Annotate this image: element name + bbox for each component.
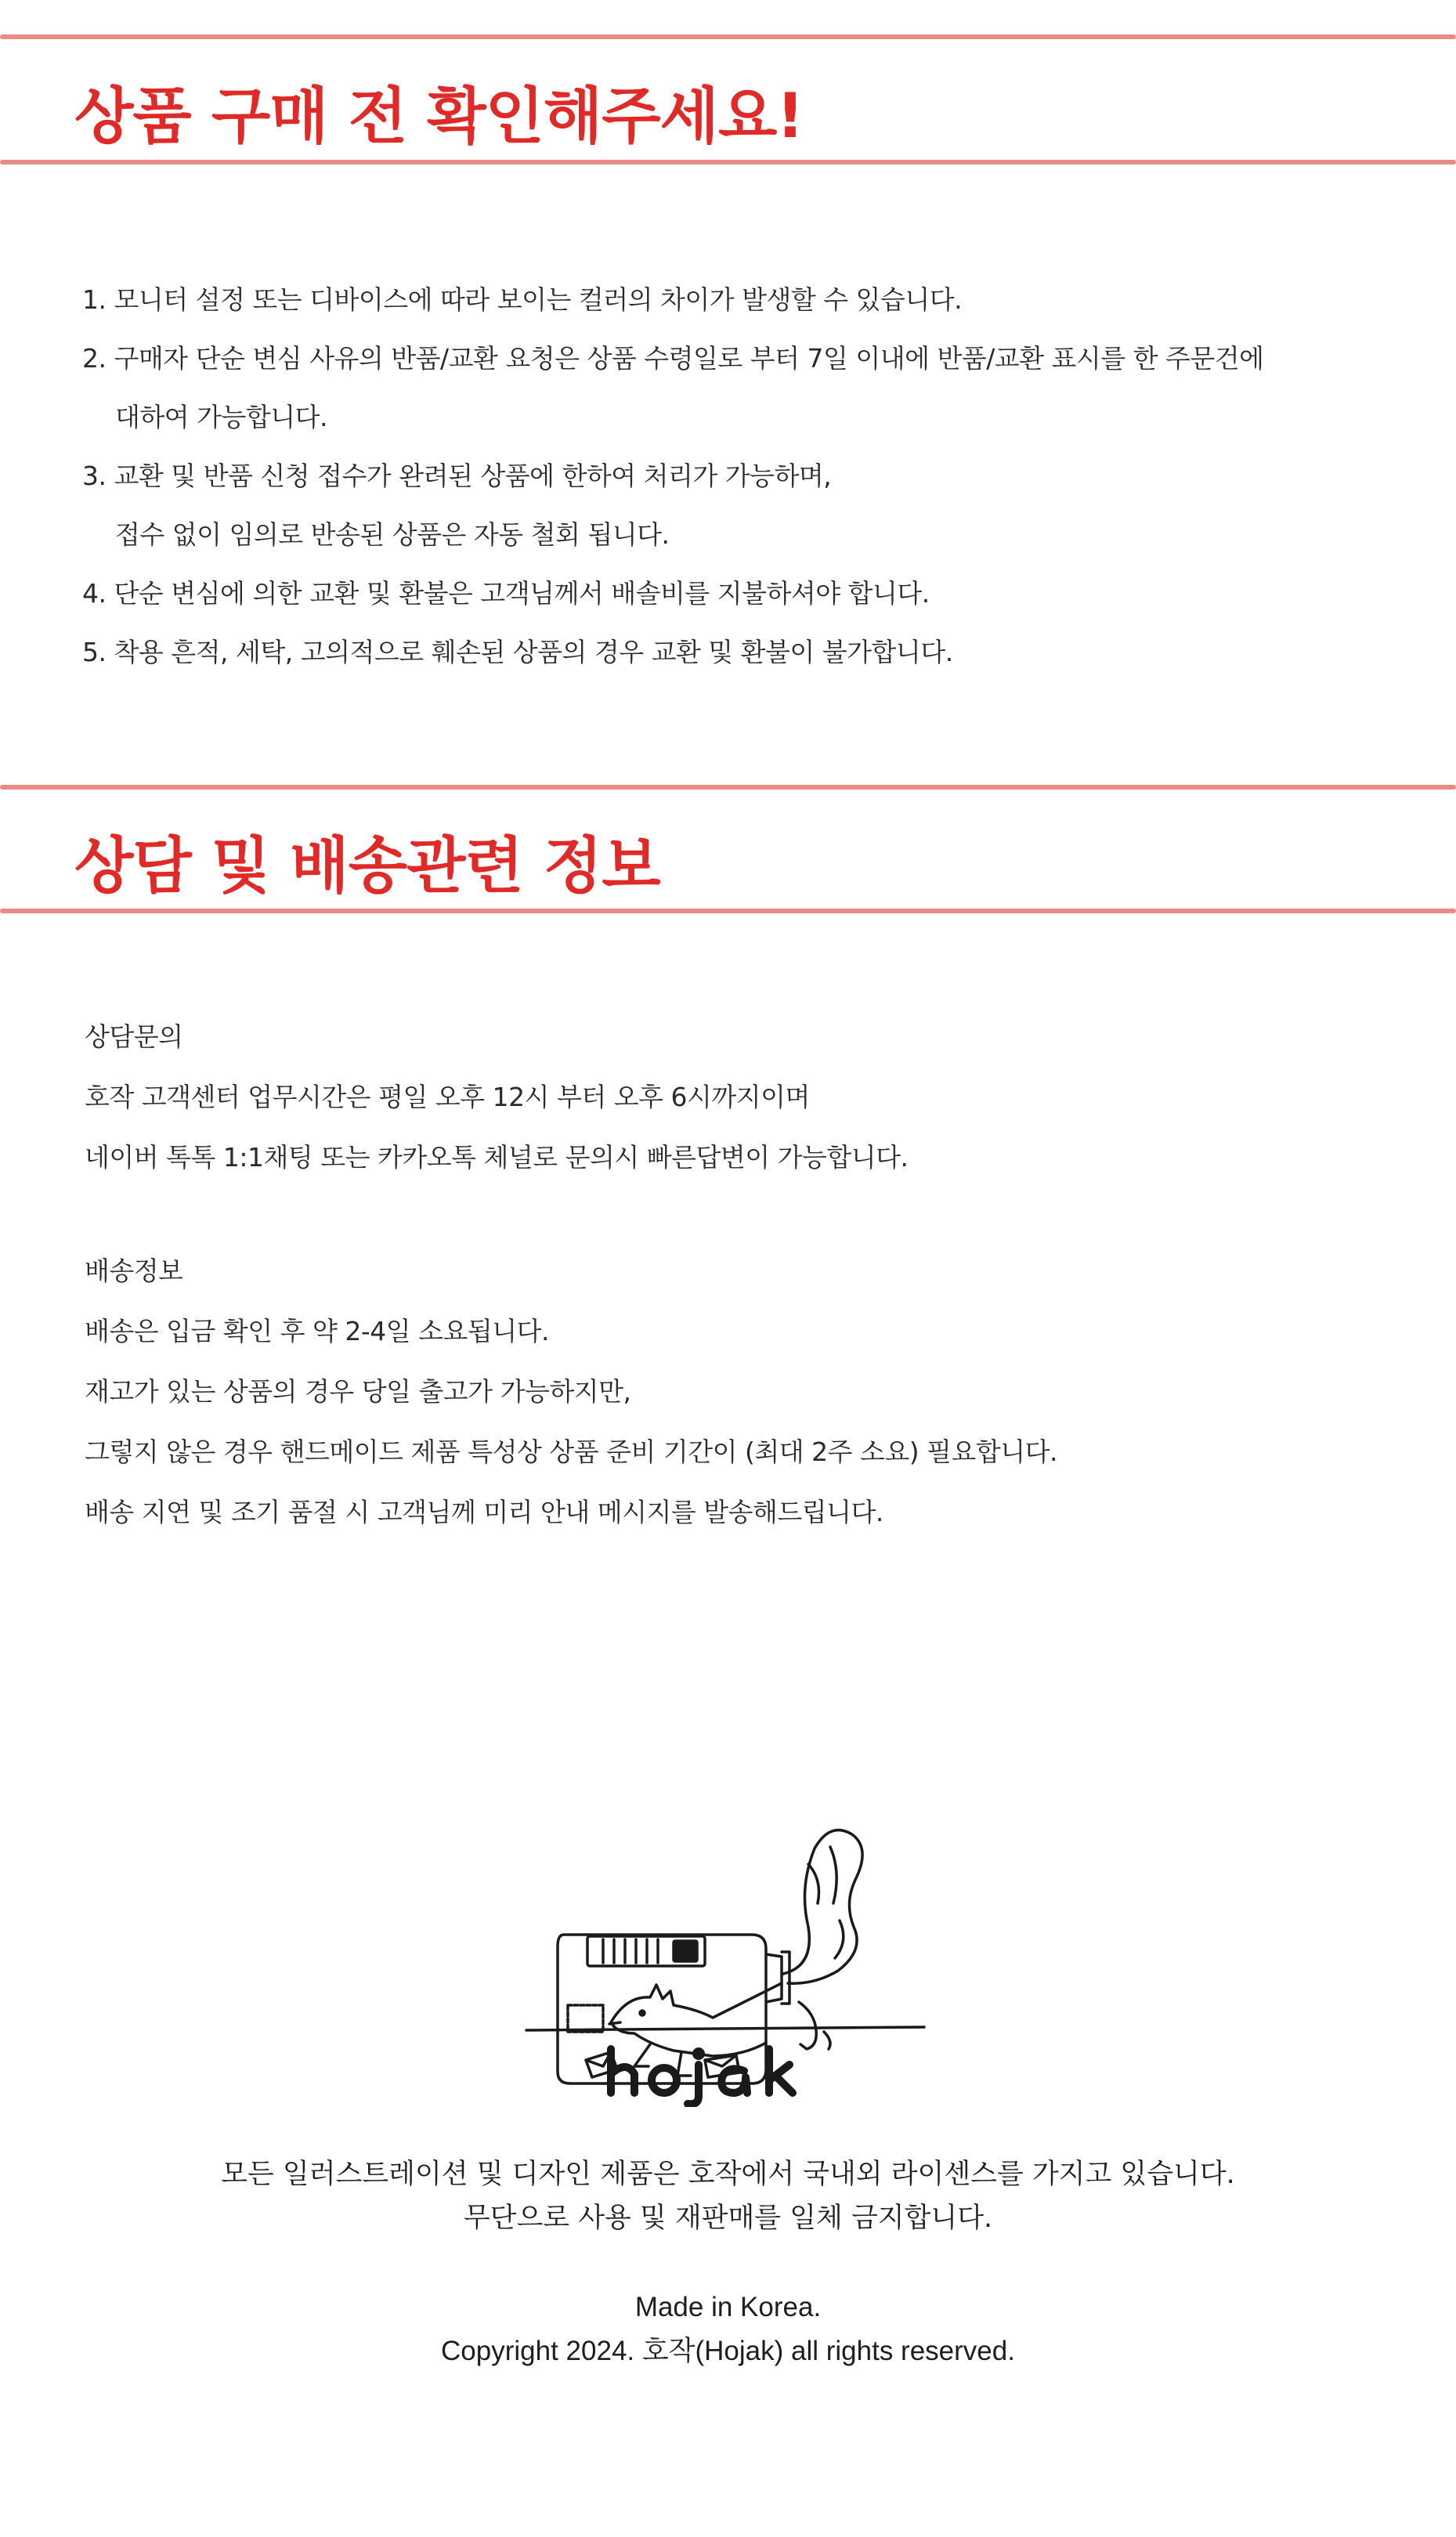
shipping-line: 배송 지연 및 조기 품절 시 고객님께 미리 안내 메시지를 발송해드립니다. bbox=[85, 1497, 883, 1527]
section1-bottom-rule bbox=[0, 160, 1456, 164]
squirrel-in-jar-icon bbox=[526, 1830, 924, 2083]
consult-info bbox=[85, 1006, 908, 1187]
notice-item-5: 5. 착용 흔적, 세탁, 고의적으로 훼손된 상품의 경우 교환 및 환불이 불가합니다. bbox=[82, 637, 953, 667]
made-in-text: Made in Korea. bbox=[634, 2292, 822, 2322]
shipping-info bbox=[85, 1241, 1057, 1542]
copyright-text: Copyright 2024. 호작(Hojak) all rights reserved. bbox=[441, 2336, 1015, 2366]
section1-title: 상품 구매 전 확인해주세요! bbox=[74, 81, 804, 152]
hojak-wordmark bbox=[611, 2049, 793, 2104]
purchase-notice-list bbox=[82, 270, 1264, 681]
shipping-heading: 배송정보 bbox=[85, 1256, 183, 1286]
notice-item-3-continued: 접수 없이 임의로 반송된 상품은 자동 철회 됩니다. bbox=[115, 519, 670, 550]
footer-license bbox=[0, 2152, 1456, 2240]
shipping-line: 재고가 있는 상품의 경우 당일 출고가 가능하지만, bbox=[85, 1376, 631, 1407]
footer-copyright-block bbox=[0, 2286, 1456, 2373]
shipping-line: 배송은 입금 확인 후 약 2-4일 소요됩니다. bbox=[85, 1316, 549, 1346]
notice-item-2-continued: 대하여 가능합니다. bbox=[115, 402, 328, 432]
section2-bottom-rule bbox=[0, 909, 1456, 913]
section2-title: 상담 및 배송관련 정보 bbox=[74, 831, 660, 902]
notice-item-1: 1. 모니터 설정 또는 디바이스에 따라 보이는 컬러의 차이가 발생할 수 있습니다. bbox=[82, 284, 963, 315]
section2-top-rule bbox=[0, 785, 1456, 790]
section1-top-rule bbox=[0, 34, 1456, 39]
consult-line: 네이버 톡톡 1:1채팅 또는 카카오톡 체널로 문의시 빠른답변이 가능합니다. bbox=[85, 1142, 909, 1173]
shipping-line: 그렇지 않은 경우 핸드메이드 제품 특성상 상품 준비 기간이 (최대 2주 소요) 필요합니다. bbox=[85, 1437, 1057, 1467]
notice-item-3: 3. 교환 및 반품 신청 접수가 완려된 상품에 한하여 처리가 가능하며, bbox=[82, 461, 832, 491]
license-line: 무단으로 사용 및 재판매를 일체 금지합니다. bbox=[463, 2203, 993, 2234]
consult-heading: 상담문의 bbox=[85, 1021, 183, 1052]
consult-line: 호작 고객센터 업무시간은 평일 오후 12시 부터 오후 6시까지이며 bbox=[85, 1082, 810, 1112]
hojak-logo bbox=[517, 1817, 940, 2107]
notice-item-4: 4. 단순 변심에 의한 교환 및 환불은 고객님께서 배솔비를 지불하셔야 합니다. bbox=[82, 578, 930, 609]
notice-item-2: 2. 구매자 단순 변심 사유의 반품/교환 요청은 상품 수령일로 부터 7일 이내에 반품/교환 표시를 한 주문건에 bbox=[82, 343, 1264, 374]
license-line: 모든 일러스트레이션 및 디자인 제품은 호작에서 국내외 라이센스를 가지고 있습니다. bbox=[221, 2159, 1235, 2190]
